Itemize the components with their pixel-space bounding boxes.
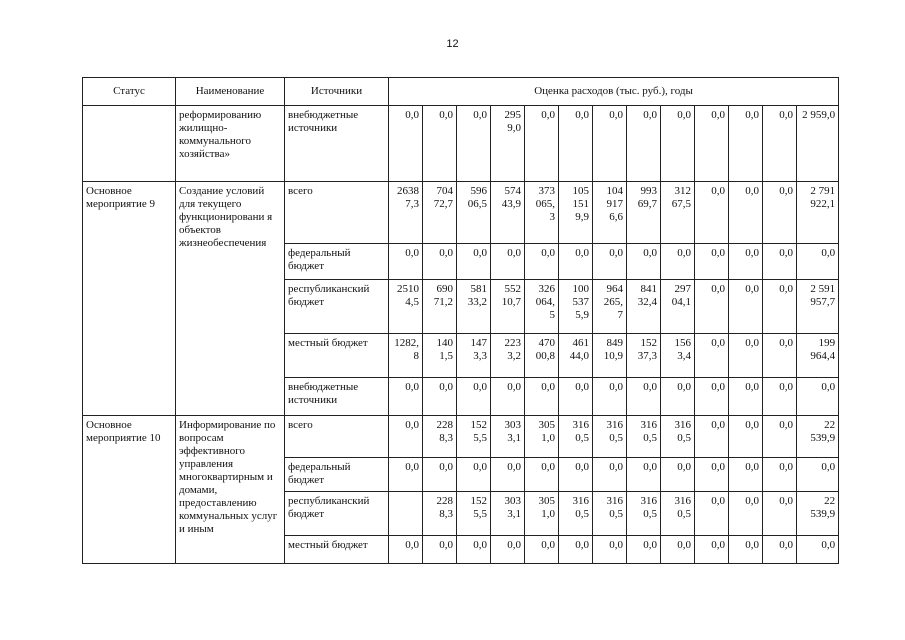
value-cell: 0,0 xyxy=(695,416,729,458)
source-cell: внебюджетные источники xyxy=(285,378,389,416)
value-cell: 0,0 xyxy=(729,458,763,492)
value-cell: 0,0 xyxy=(763,182,797,244)
value-cell: 316 0,5 xyxy=(559,416,593,458)
value-cell: 2510 4,5 xyxy=(389,280,423,334)
value-cell: 0,0 xyxy=(729,244,763,280)
value-cell: 316 0,5 xyxy=(559,492,593,536)
value-cell: 0,0 xyxy=(423,378,457,416)
source-cell: всего xyxy=(285,416,389,458)
value-cell: 2638 7,3 xyxy=(389,182,423,244)
value-cell: 461 44,0 xyxy=(559,334,593,378)
value-cell: 0,0 xyxy=(559,536,593,564)
value-cell: 156 3,4 xyxy=(661,334,695,378)
value-cell: 0,0 xyxy=(695,244,729,280)
status-cell xyxy=(83,106,176,182)
header-sources: Источники xyxy=(285,78,389,106)
value-cell: 0,0 xyxy=(695,536,729,564)
value-cell: 228 8,3 xyxy=(423,416,457,458)
value-cell: 0,0 xyxy=(627,378,661,416)
value-cell: 0,0 xyxy=(627,536,661,564)
total-cell: 2 791 922,1 xyxy=(797,182,839,244)
value-cell: 0,0 xyxy=(389,458,423,492)
page-number: 12 xyxy=(446,38,459,50)
value-cell: 0,0 xyxy=(729,334,763,378)
source-cell: всего xyxy=(285,182,389,244)
value-cell: 0,0 xyxy=(525,458,559,492)
value-cell: 0,0 xyxy=(661,244,695,280)
total-cell: 199 964,4 xyxy=(797,334,839,378)
header-status: Статус xyxy=(83,78,176,106)
name-cell: реформированию жилищно-коммунального хозяйства» xyxy=(176,106,285,182)
value-cell: 574 43,9 xyxy=(491,182,525,244)
value-cell: 0,0 xyxy=(525,106,559,182)
value-cell: 316 0,5 xyxy=(627,416,661,458)
value-cell: 0,0 xyxy=(525,378,559,416)
value-cell: 0,0 xyxy=(559,458,593,492)
value-cell: 316 0,5 xyxy=(593,492,627,536)
table-row xyxy=(83,106,839,182)
header-row xyxy=(83,78,839,106)
value-cell: 0,0 xyxy=(491,378,525,416)
value-cell: 704 72,7 xyxy=(423,182,457,244)
name-cell: Создание условий для текущего функционировани я объектов жизнеобеспечения xyxy=(176,182,285,416)
value-cell: 312 67,5 xyxy=(661,182,695,244)
value-cell: 0,0 xyxy=(389,378,423,416)
value-cell: 0,0 xyxy=(389,536,423,564)
value-cell: 0,0 xyxy=(695,378,729,416)
source-cell: республиканский бюджет xyxy=(285,280,389,334)
value-cell: 140 1,5 xyxy=(423,334,457,378)
value-cell: 303 3,1 xyxy=(491,416,525,458)
value-cell: 0,0 xyxy=(695,458,729,492)
value-cell: 0,0 xyxy=(593,106,627,182)
value-cell: 0,0 xyxy=(525,244,559,280)
value-cell: 0,0 xyxy=(457,458,491,492)
value-cell: 305 1,0 xyxy=(525,492,559,536)
value-cell: 0,0 xyxy=(695,106,729,182)
value-cell: 0,0 xyxy=(389,244,423,280)
value-cell: 326 064, 5 xyxy=(525,280,559,334)
value-cell: 0,0 xyxy=(389,416,423,458)
value-cell: 0,0 xyxy=(423,244,457,280)
header-estimate: Оценка расходов (тыс. руб.), годы xyxy=(389,78,839,106)
value-cell: 0,0 xyxy=(661,378,695,416)
table-row xyxy=(83,182,839,244)
total-cell: 22 539,9 xyxy=(797,416,839,458)
value-cell: 0,0 xyxy=(559,106,593,182)
value-cell: 0,0 xyxy=(491,244,525,280)
source-cell: местный бюджет xyxy=(285,536,389,564)
total-cell: 0,0 xyxy=(797,378,839,416)
value-cell: 0,0 xyxy=(559,378,593,416)
value-cell: 0,0 xyxy=(763,334,797,378)
value-cell: 0,0 xyxy=(695,182,729,244)
value-cell: 0,0 xyxy=(763,458,797,492)
budget-table xyxy=(82,77,839,564)
value-cell: 0,0 xyxy=(559,244,593,280)
value-cell: 0,0 xyxy=(423,106,457,182)
value-cell: 152 5,5 xyxy=(457,416,491,458)
value-cell: 0,0 xyxy=(729,492,763,536)
total-cell: 0,0 xyxy=(797,458,839,492)
value-cell: 104 917 6,6 xyxy=(593,182,627,244)
total-cell: 0,0 xyxy=(797,244,839,280)
value-cell: 0,0 xyxy=(695,280,729,334)
value-cell: 0,0 xyxy=(729,182,763,244)
value-cell: 0,0 xyxy=(423,458,457,492)
value-cell: 105 151 9,9 xyxy=(559,182,593,244)
value-cell: 303 3,1 xyxy=(491,492,525,536)
value-cell: 316 0,5 xyxy=(627,492,661,536)
total-cell: 2 591 957,7 xyxy=(797,280,839,334)
value-cell: 295 9,0 xyxy=(491,106,525,182)
value-cell: 0,0 xyxy=(627,458,661,492)
value-cell: 0,0 xyxy=(593,458,627,492)
source-cell: республиканский бюджет xyxy=(285,492,389,536)
table-row xyxy=(83,416,839,458)
value-cell: 152 37,3 xyxy=(627,334,661,378)
value-cell: 0,0 xyxy=(763,106,797,182)
value-cell: 552 10,7 xyxy=(491,280,525,334)
value-cell: 993 69,7 xyxy=(627,182,661,244)
value-cell: 0,0 xyxy=(661,536,695,564)
value-cell xyxy=(389,492,423,536)
value-cell: 0,0 xyxy=(627,244,661,280)
header-name: Наименование xyxy=(176,78,285,106)
source-cell: федеральный бюджет xyxy=(285,244,389,280)
status-cell: Основное мероприятие 10 xyxy=(83,416,176,564)
value-cell: 0,0 xyxy=(763,378,797,416)
total-cell: 22 539,9 xyxy=(797,492,839,536)
value-cell: 0,0 xyxy=(593,378,627,416)
value-cell: 581 33,2 xyxy=(457,280,491,334)
value-cell: 100 537 5,9 xyxy=(559,280,593,334)
value-cell: 0,0 xyxy=(457,244,491,280)
value-cell: 0,0 xyxy=(763,244,797,280)
table-body xyxy=(83,78,839,564)
source-cell: местный бюджет xyxy=(285,334,389,378)
value-cell: 0,0 xyxy=(627,106,661,182)
value-cell: 373 065, 3 xyxy=(525,182,559,244)
value-cell: 964 265, 7 xyxy=(593,280,627,334)
name-cell: Информирование по вопросам эффективного управления многоквартирным и домами, предоставлению коммунальных услуг и иным xyxy=(176,416,285,564)
value-cell: 223 3,2 xyxy=(491,334,525,378)
value-cell: 297 04,1 xyxy=(661,280,695,334)
status-cell: Основное мероприятие 9 xyxy=(83,182,176,416)
value-cell: 1282, 8 xyxy=(389,334,423,378)
value-cell: 0,0 xyxy=(661,458,695,492)
value-cell: 147 3,3 xyxy=(457,334,491,378)
value-cell: 470 00,8 xyxy=(525,334,559,378)
total-cell: 0,0 xyxy=(797,536,839,564)
value-cell: 0,0 xyxy=(729,416,763,458)
value-cell: 0,0 xyxy=(661,106,695,182)
value-cell: 0,0 xyxy=(457,106,491,182)
value-cell: 0,0 xyxy=(491,536,525,564)
value-cell: 0,0 xyxy=(423,536,457,564)
value-cell: 841 32,4 xyxy=(627,280,661,334)
value-cell: 596 06,5 xyxy=(457,182,491,244)
value-cell: 0,0 xyxy=(729,280,763,334)
value-cell: 0,0 xyxy=(457,378,491,416)
value-cell: 690 71,2 xyxy=(423,280,457,334)
value-cell: 0,0 xyxy=(729,536,763,564)
value-cell: 316 0,5 xyxy=(593,416,627,458)
value-cell: 0,0 xyxy=(729,106,763,182)
value-cell: 0,0 xyxy=(525,536,559,564)
value-cell: 849 10,9 xyxy=(593,334,627,378)
value-cell: 316 0,5 xyxy=(661,416,695,458)
value-cell: 152 5,5 xyxy=(457,492,491,536)
total-cell: 2 959,0 xyxy=(797,106,839,182)
value-cell: 228 8,3 xyxy=(423,492,457,536)
value-cell: 0,0 xyxy=(763,416,797,458)
source-cell: федеральный бюджет xyxy=(285,458,389,492)
value-cell: 0,0 xyxy=(695,334,729,378)
value-cell: 316 0,5 xyxy=(661,492,695,536)
value-cell: 0,0 xyxy=(763,536,797,564)
value-cell: 0,0 xyxy=(491,458,525,492)
value-cell: 0,0 xyxy=(763,280,797,334)
value-cell: 0,0 xyxy=(389,106,423,182)
source-cell: внебюджетные источники xyxy=(285,106,389,182)
value-cell: 0,0 xyxy=(457,536,491,564)
value-cell: 0,0 xyxy=(593,244,627,280)
value-cell: 305 1,0 xyxy=(525,416,559,458)
value-cell: 0,0 xyxy=(593,536,627,564)
value-cell: 0,0 xyxy=(729,378,763,416)
value-cell: 0,0 xyxy=(763,492,797,536)
value-cell: 0,0 xyxy=(695,492,729,536)
